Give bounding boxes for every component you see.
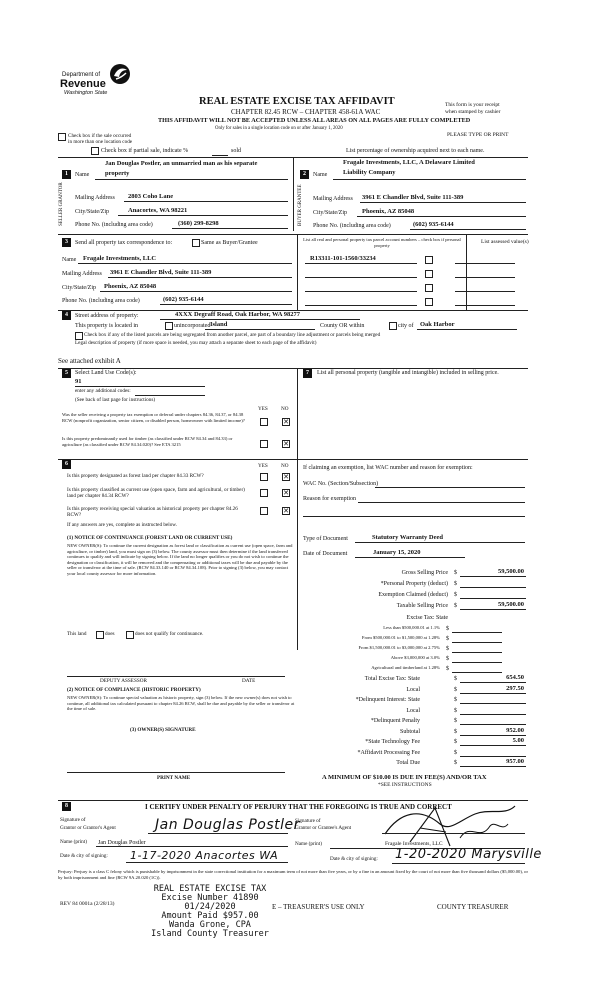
type-or-print: PLEASE TYPE OR PRINT xyxy=(447,132,509,138)
tax-row-currency: $ xyxy=(454,581,457,587)
form-title: REAL ESTATE EXCISE TAX AFFIDAVIT xyxy=(199,96,395,107)
seller-city-label: City/State/Zip xyxy=(75,209,109,215)
deputy-assessor-label: DEPUTY ASSESSOR xyxy=(100,678,147,684)
tax-bracket-currency: $ xyxy=(446,666,449,672)
tax-total-value[interactable]: 5.00 xyxy=(512,737,524,744)
tax-bracket-currency: $ xyxy=(446,656,449,662)
partial-sale-checkbox[interactable] xyxy=(91,147,99,155)
tax-total-currency: $ xyxy=(454,718,457,724)
buyer-mailing[interactable]: 3961 E Chandler Blvd, Suite 111-389 xyxy=(362,194,464,201)
tax-bracket-label: From $500,000.01 to $1,500,000 at 1.28% xyxy=(361,635,440,640)
seller-mailing[interactable]: 2803 Coho Lane xyxy=(128,193,174,200)
land-use-q2-no[interactable]: ✕ xyxy=(283,440,289,448)
seller-name-label: Name xyxy=(75,172,90,178)
section-5-badge: 5 xyxy=(62,369,71,378)
tax-bracket-label: Less than $500,000.01 at 1.1% xyxy=(383,625,440,630)
ownership-note: List percentage of ownership acquired next to each name. xyxy=(346,148,485,154)
tax-corr-phone-label: Phone No. (including area code) xyxy=(62,298,140,304)
tax-total-value[interactable]: 957.00 xyxy=(506,758,524,765)
city-of-label: city of xyxy=(398,323,414,329)
land-does-checkbox[interactable] xyxy=(96,631,104,639)
same-as-buyer-checkbox[interactable] xyxy=(192,239,200,247)
section-4-badge: 4 xyxy=(62,311,71,320)
grantee-date[interactable]: 1-20-2020 Marysville xyxy=(395,847,542,862)
tax-total-label: Total Due xyxy=(396,760,420,766)
section-6-badge: 6 xyxy=(62,460,71,469)
county-treasurer: COUNTY TREASURER xyxy=(437,903,509,911)
see-back-note: (See back of last page for instructions) xyxy=(75,397,156,403)
not-qualify-label: does not qualify for continuance. xyxy=(135,631,204,637)
tax-bracket-label: Agricultural and timberland at 1.28% xyxy=(371,665,440,670)
tax-row-label: Gross Selling Price xyxy=(401,570,448,576)
tax-bracket-label: From $1,500,000.01 to $3,000,000 at 2.75% xyxy=(358,645,440,650)
land-use-yes: YES xyxy=(258,406,268,412)
minimum-note: A MINIMUM OF $10.00 IS DUE IN FEE(S) AND/OR TAX xyxy=(322,774,487,781)
revenue-logo-icon xyxy=(108,62,132,86)
property-city[interactable]: Oak Harbor xyxy=(420,321,455,328)
parcel-2-personal-checkbox[interactable] xyxy=(425,270,433,278)
located-in-label: This property is located in xyxy=(75,323,138,329)
forest-q1-no[interactable]: ✕ xyxy=(283,473,289,481)
tax-total-label: *Delinquent Interest: State xyxy=(355,697,420,703)
grantor-date[interactable]: 1-17-2020 Anacortes WA xyxy=(130,849,279,862)
segregated-label: Check box if any of the listed parcels are being segregated from another parcel, are part of a boundary line adjustment or parcels being merged xyxy=(84,332,381,338)
grantor-date-label: Date & city of signing: xyxy=(60,853,108,859)
land-use-q2: Is this property predominantly used for timber (as classified under RCW 84.34 and 84.33) or agriculture (as classified under RCW 84.34.020)? See ETA 3215 xyxy=(62,436,233,447)
seller-side-label: SELLER GRANTOR xyxy=(59,182,64,226)
seller-name-line1[interactable]: Jan Douglas Postler, an unmarried man as his separate xyxy=(105,160,258,167)
unincorporated-checkbox[interactable] xyxy=(165,322,173,330)
additional-codes-label: enter any additional codes: xyxy=(75,388,131,394)
buyer-side-label: BUYER GRANTEE xyxy=(298,184,303,226)
buyer-phone[interactable]: (602) 935-6144 xyxy=(413,221,454,228)
seller-phone[interactable]: (360) 299-8298 xyxy=(178,220,219,227)
does-label: does xyxy=(105,631,115,637)
wac-label: WAC No. (Section/Subsection) xyxy=(303,481,379,487)
land-use-no: NO xyxy=(281,406,289,412)
multi-location-label2: in more than one location code xyxy=(68,139,133,145)
grantor-name-label: Name (print) xyxy=(60,839,87,845)
notice1-body: NEW OWNER(S): To continue the current designation as forest land or classification as current use (open space, farm and agriculture, or timber) land, you must sign on (3) below. The county assessor must then determine if the land transferred continues to qualify and will indicate by signing below. If the land no longer qualifies or you do not wish to continue the designation or classification, it will be removed and the compensating or additional taxes will be due and payable by the seller or transferor at the time of sale. (RCW 84.33.140 or RCW 84.34.108). Prior to signing (3) below, you may contact your local county assessor for more information. xyxy=(67,543,293,576)
tax-corr-mailing[interactable]: 3961 E Chandler Blvd, Suite 111-389 xyxy=(110,269,212,276)
tax-total-value[interactable]: 654.50 xyxy=(506,674,524,681)
multi-location-checkbox[interactable] xyxy=(58,133,66,141)
tax-total-currency: $ xyxy=(454,686,457,693)
forest-if-yes: If any answers are yes, complete as instructed below. xyxy=(67,522,178,528)
agency-line2: Revenue xyxy=(60,78,106,90)
land-does-not-checkbox[interactable] xyxy=(126,631,134,639)
tax-total-currency: $ xyxy=(454,676,457,682)
assessed-header: List assessed value(s) xyxy=(481,239,529,245)
tax-row-label: Exemption Claimed (deduct) xyxy=(378,592,448,598)
grantee-sig-label1: Signature of xyxy=(295,818,321,824)
section-8-badge: 8 xyxy=(62,802,71,811)
tax-corr-name[interactable]: Fragale Investments, LLC xyxy=(83,255,157,262)
tax-corr-label: Send all property tax correspondence to: xyxy=(75,240,173,246)
section-2-badge: 2 xyxy=(300,170,309,179)
buyer-name-label: Name xyxy=(313,172,328,178)
street-label: Street address of property: xyxy=(75,313,139,319)
buyer-mailing-label: Mailing Address xyxy=(313,196,353,202)
doc-date-label: Date of Document xyxy=(303,551,348,557)
doc-date[interactable]: January 15, 2020 xyxy=(373,549,421,556)
land-use-q2-yes[interactable] xyxy=(260,440,268,448)
seller-phone-label: Phone No. (including area code) xyxy=(75,222,153,228)
agency-line1: Department of xyxy=(62,72,101,78)
deputy-date-label: DATE xyxy=(242,678,256,684)
tax-total-label: Subtotal xyxy=(399,728,420,735)
land-use-q1: Was the seller receiving a property tax exemption or deferral under chapters 84.36, 84.37, or 84.38 RCW (nonprofit organization, senior citizen, or disabled person, homeowner with limited income)? xyxy=(62,412,245,423)
forest-q1-yes[interactable] xyxy=(260,473,268,481)
section-3-badge: 3 xyxy=(62,238,71,247)
buyer-city-label: City/State/Zip xyxy=(313,210,347,216)
certify-statement: I CERTIFY UNDER PENALTY OF PERJURY THAT THE FOREGOING IS TRUE AND CORRECT xyxy=(145,803,452,811)
exemption-label: If claiming an exemption, list WAC number and reason for exemption: xyxy=(303,465,473,471)
grantee-name[interactable]: Fragale Investments, LLC xyxy=(385,841,443,847)
stamp-line1: REAL ESTATE EXCISE TAX xyxy=(153,884,267,894)
grantor-signature[interactable]: Jan Douglas Postler xyxy=(155,817,300,833)
grantee-date-label: Date & city of signing: xyxy=(330,856,378,862)
tax-total-label: *Affidavit Processing Fee xyxy=(357,749,420,756)
see-instructions: *SEE INSTRUCTIONS xyxy=(378,782,432,788)
tax-row-currency: $ xyxy=(454,603,457,609)
segregated-checkbox[interactable] xyxy=(75,332,83,340)
tax-total-currency: $ xyxy=(454,707,457,714)
forest-yes: YES xyxy=(258,463,268,469)
form-warning: THIS AFFIDAVIT WILL NOT BE ACCEPTED UNLESS ALL AREAS ON ALL PAGES ARE FULLY COMPLETED xyxy=(158,117,471,124)
unincorporated-label: unincorporated xyxy=(174,323,211,329)
forest-q3-yes[interactable] xyxy=(260,507,268,515)
revenue-logo xyxy=(60,62,140,98)
stamp-line2: Excise Number 41890 xyxy=(161,893,259,903)
only-for-note: Only for sales in a single location code on or after January 1, 2020 xyxy=(215,126,343,131)
forest-no: NO xyxy=(281,463,289,469)
tax-row-value[interactable]: 59,500.00 xyxy=(498,568,524,575)
grantor-sig-label2: Grantor or Grantor's Agent xyxy=(60,825,116,831)
buyer-name-line2[interactable]: Liability Company xyxy=(343,169,396,176)
receipt-note2: when stamped by cashier xyxy=(445,109,501,115)
parcel-number[interactable]: R13311-101-1560/33234 xyxy=(310,255,376,262)
grantee-sig-label2: Grantor or Grantee's Agent xyxy=(295,825,352,831)
treasurer-stamp xyxy=(145,885,275,939)
form-subtitle: CHAPTER 82.45 RCW – CHAPTER 458-61A WAC xyxy=(231,108,381,116)
property-county[interactable]: Island xyxy=(210,321,228,328)
grantor-sig-label1: Signature of xyxy=(60,817,86,823)
tax-total-currency: $ xyxy=(454,760,457,766)
receipt-note1: This form is your receipt xyxy=(445,102,500,108)
print-name-label: PRINT NAME xyxy=(157,775,191,781)
same-as-buyer-label: Same as Buyer/Grantee xyxy=(201,240,258,246)
within-city-checkbox[interactable] xyxy=(389,322,397,330)
tax-corr-name-label: Name xyxy=(62,257,77,263)
tax-total-value[interactable]: 952.00 xyxy=(506,726,524,734)
seller-name-line2[interactable]: property xyxy=(105,170,130,177)
form-number: REV 84 0001a (2/28/13) xyxy=(60,901,115,907)
owner-signature-label: (3) OWNER(S) SIGNATURE xyxy=(130,727,196,733)
stamp-line4: Amount Paid $957.00 xyxy=(161,911,259,921)
tax-bracket-label: Above $3,000,000 at 3.0% xyxy=(390,655,440,660)
doc-type[interactable]: Statutory Warranty Deed xyxy=(372,534,444,541)
stamp-line5: Wanda Grone, CPA xyxy=(169,920,251,930)
partial-sale-label: Check box if partial sale, indicate % xyxy=(101,148,189,154)
tax-total-label: *State Technology Fee xyxy=(365,739,420,745)
notice1-title: (1) NOTICE OF CONTINUANCE (FOREST LAND OR CURRENT USE) xyxy=(67,535,233,541)
parcel-header: List all real and personal property tax parcel account numbers – check box if personal property xyxy=(303,237,461,248)
tax-total-label: Total Excise Tax: State xyxy=(364,676,420,682)
tax-total-label: *Delinquent Penalty xyxy=(370,718,420,724)
forest-q3-no[interactable]: ✕ xyxy=(283,507,289,515)
this-land-label: This land xyxy=(67,631,87,637)
tax-corr-city[interactable]: Phoenix, AZ 85048 xyxy=(104,283,157,290)
forest-q2: Is this property classified as current use (open space, farm and agricultural, or timber) land per chapter 84.34 RCW? xyxy=(67,487,245,499)
treasurer-use: E – TREASURER'S USE ONLY xyxy=(272,903,365,911)
personal-property-label: List all personal property (tangible and intangible) included in selling price. xyxy=(317,370,499,376)
buyer-city[interactable]: Phoenix, AZ 85048 xyxy=(362,208,415,215)
tax-bracket-currency: $ xyxy=(446,646,449,652)
forest-q2-no[interactable]: ✕ xyxy=(283,489,289,497)
legal-description-label: Legal description of property (if more space is needed, you may attach a separate sheet to each page of the affidavit) xyxy=(75,340,317,346)
tax-corr-phone[interactable]: (602) 935-6144 xyxy=(163,296,204,303)
buyer-name-line1[interactable]: Fragale Investments, LLC, A Delaware Limited xyxy=(343,159,475,166)
tax-row-currency: $ xyxy=(454,592,457,598)
reason-label: Reason for exemption xyxy=(303,496,356,502)
land-use-q1-yes[interactable] xyxy=(260,418,268,426)
buyer-phone-label: Phone No. (including area code) xyxy=(313,223,391,229)
notice2-title: (2) NOTICE OF COMPLIANCE (HISTORIC PROPERTY) xyxy=(67,687,201,693)
land-use-q1-no[interactable]: ✕ xyxy=(283,418,289,426)
see-attached: See attached exhibit A xyxy=(58,357,121,365)
doc-type-label: Type of Document xyxy=(303,536,348,542)
section-1-badge: 1 xyxy=(62,170,71,179)
section-7-badge: 7 xyxy=(303,369,312,378)
agency-line3: Washington State xyxy=(64,90,108,96)
parcel-4-personal-checkbox[interactable] xyxy=(425,298,433,306)
seller-mailing-label: Mailing Address xyxy=(75,195,115,201)
tax-total-currency: $ xyxy=(454,697,457,703)
grantee-name-label: Name (print) xyxy=(295,841,322,847)
forest-q1: Is this property designated as forest land per chapter 84.33 RCW? xyxy=(67,473,204,479)
tax-total-label: Local xyxy=(406,707,420,714)
tax-bracket-currency: $ xyxy=(446,626,449,632)
tax-total-currency: $ xyxy=(454,749,457,756)
tax-bracket-currency: $ xyxy=(446,636,449,642)
tax-corr-city-label: City/State/Zip xyxy=(62,285,96,291)
tax-row-label: Taxable Selling Price xyxy=(396,603,448,609)
tax-total-value[interactable]: 297.50 xyxy=(506,684,524,692)
forest-q3: Is this property receiving special valuation as historical property per chapter 84.26 RCW? xyxy=(67,506,238,518)
parcel-3-personal-checkbox[interactable] xyxy=(425,284,433,292)
tax-row-label: *Personal Property (deduct) xyxy=(380,581,448,587)
tax-row-currency: $ xyxy=(454,570,457,576)
partial-sale-sold: sold xyxy=(231,148,242,154)
parcel-1-personal-checkbox[interactable] xyxy=(425,256,433,264)
land-use-code[interactable]: 91 xyxy=(75,378,82,385)
stamp-line3: 01/24/2020 xyxy=(184,902,236,912)
tax-row-value[interactable]: 59,500.00 xyxy=(498,601,524,608)
tax-total-currency: $ xyxy=(454,728,457,735)
notice2-body: NEW OWNER(S): To continue special valuation as historic property, sign (3) below. If the new owner(s) does not wish to continue, all additional tax calculated pursuant to chapter 84.26 RCW, shall be due and payable by the seller or transferor at the time of sale. xyxy=(67,695,295,712)
tax-total-currency: $ xyxy=(454,739,457,745)
property-street[interactable]: 4XXX Degraff Road, Oak Harbor, WA 98277 xyxy=(175,311,300,318)
forest-q2-yes[interactable] xyxy=(260,489,268,497)
tax-corr-mailing-label: Mailing Address xyxy=(62,271,102,277)
tax-total-label: Local xyxy=(406,686,420,693)
seller-city[interactable]: Anacortes, WA 98221 xyxy=(128,207,188,214)
land-use-label: Select Land Use Code(s): xyxy=(75,370,137,376)
multi-location-label1: Check box if the sale occurred xyxy=(68,133,132,139)
excise-state-label: Excise Tax: State xyxy=(406,615,448,621)
grantor-name[interactable]: Jan Douglas Postler xyxy=(98,840,146,846)
stamp-line6: Island County Treasurer xyxy=(151,929,269,939)
perjury-notice: Perjury: Perjury is a class C felony which is punishable by imprisonment in the state correctional institution for a maximum term of not more than five years, or by a fine in an amount fixed by the court of not more than five thousand dollars ($5,000.00), or by both imprisonment and fine (RCW 9A.20.020 (1C)). xyxy=(58,869,528,880)
county-label: County OR within xyxy=(320,323,365,329)
